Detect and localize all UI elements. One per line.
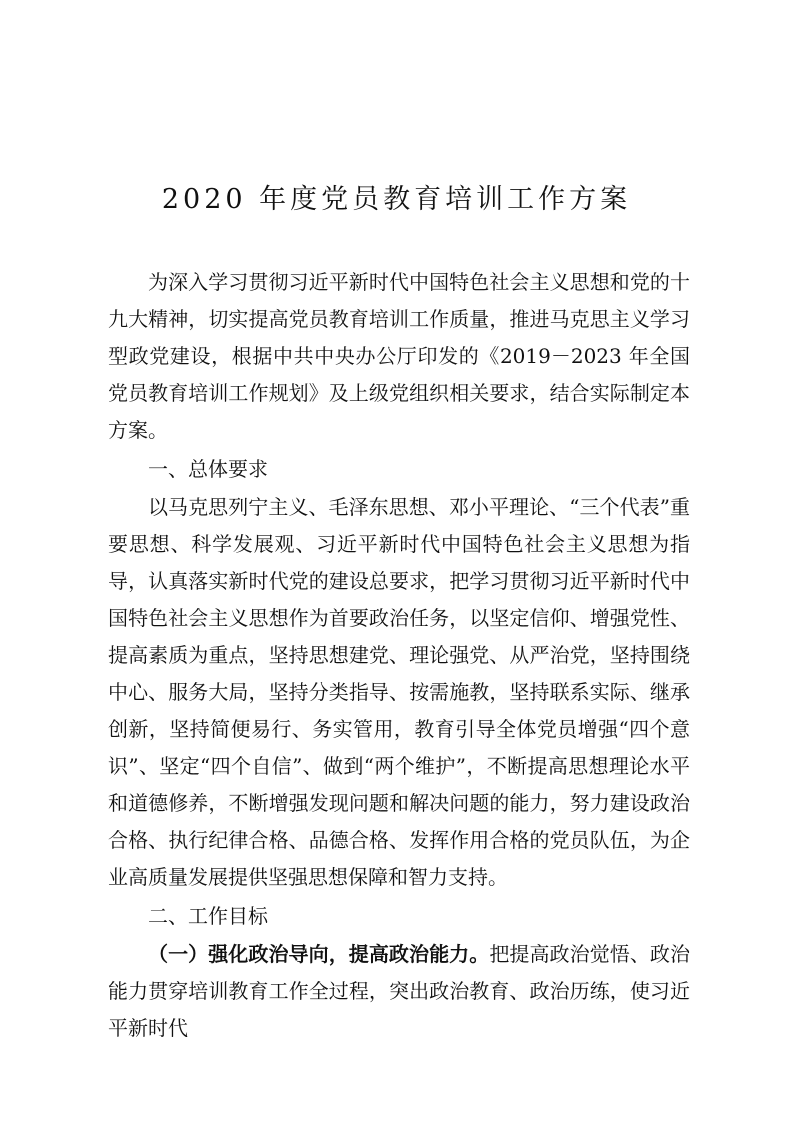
work-goal-item-1 bbox=[108, 936, 690, 1047]
document-title: 2020 年度党员教育培训工作方案 bbox=[161, 184, 632, 215]
section-heading-work-goals: 二、工作目标 bbox=[148, 904, 268, 928]
overall-requirements-paragraph: 以马克思列宁主义、毛泽东思想、邓小平理论、“三个代表”重要思想、科学发展观、习近平新时代中国特色社会主义思想为指导，认真落实新时代党的建设总要求，把学习贯彻习近平新时代中国特色社会主义思想作为首要政治任务，以坚定信仰、增强党性、提高素质为重点，坚持思想建党、理论强党、从严治党，坚持围绕中心、服务大局，坚持分类指导、按需施教，坚持联系实际、继承创新，坚持简便易行、务实管用，教育引导全体党员增强“四个意识”、坚定“四个自信”、做到“两个维护”，不断提高思想理论水平和道德修养，不断增强发现问题和解决问题的能力，努力建设政治合格、执行纪律合格、品德合格、发挥作用合格的党员队伍，为企业高质量发展提供坚强思想保障和智力支持。 bbox=[108, 495, 690, 889]
section-heading-overall-requirements: 一、总体要求 bbox=[148, 457, 268, 481]
document-body bbox=[108, 264, 690, 1047]
work-goal-item-1-text: 把提高政治觉悟、政治能力贯穿培训教育工作全过程，突出政治教育、政治历练，使习近平新时代 bbox=[108, 942, 691, 1040]
intro-paragraph: 为深入学习贯彻习近平新时代中国特色社会主义思想和党的十九大精神，切实提高党员教育培训工作质量，推进马克思主义学习型政党建设，根据中共中央办公厅印发的《2019－2023 年全国党员教育培训工作规划》及上级党组织相关要求，结合实际制定本方案。 bbox=[108, 270, 690, 442]
work-goal-item-1-lead: （一）强化政治导向，提高政治能力。 bbox=[148, 942, 490, 966]
